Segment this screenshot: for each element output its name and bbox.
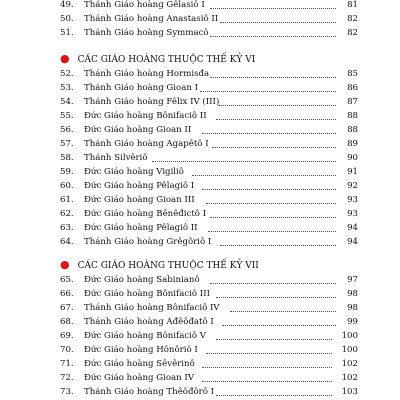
dot-leader (210, 0, 336, 9)
dot-leader (192, 163, 336, 176)
entry-title: Đức Giáo hoàng Pêlagiô II (84, 223, 198, 233)
entry-title: Đức Giáo hoàng Bônifaciô II (84, 111, 207, 121)
dot-leader (216, 383, 332, 396)
dot-leader (152, 149, 336, 162)
dot-leader (202, 355, 332, 368)
entry-page: 82 (347, 28, 358, 38)
entry-page: 98 (347, 303, 358, 313)
entry-page: 102 (341, 359, 358, 369)
dot-leader (206, 341, 332, 354)
entry-title: Thánh Giáo hoàng Symmacô (84, 28, 209, 38)
entry-title: Thánh Giáo hoàng Gioan I (84, 83, 199, 93)
dot-leader (208, 219, 336, 232)
dot-leader (200, 79, 336, 92)
toc-entry (60, 236, 358, 248)
entry-title: Đức Giáo hoàng Bônifaciô V (84, 331, 207, 341)
entry-number: 67. (60, 303, 74, 313)
toc-entry (60, 386, 358, 398)
entry-number: 66. (60, 289, 74, 299)
entry-number: 62. (60, 209, 74, 219)
entry-number: 70. (60, 345, 74, 355)
entry-title: Thánh Giáo hoàng Ađêôđatô I (84, 317, 214, 327)
entry-title: Thánh Silvêriô (84, 153, 148, 163)
entry-page: 98 (347, 289, 358, 299)
entry-title: Thánh Giáo hoàng Gêlasiô I (84, 0, 205, 10)
entry-page: 82 (347, 14, 358, 24)
section-heading (60, 258, 259, 272)
entry-number: 49. (60, 0, 74, 10)
dot-leader (212, 135, 336, 148)
dot-leader (220, 233, 336, 246)
entry-page: 86 (347, 83, 358, 93)
dot-leader (230, 299, 336, 312)
entry-page: 88 (347, 111, 358, 121)
dot-leader (202, 369, 332, 382)
entry-title: Đức Giáo hoàng Gioan III (84, 195, 195, 205)
entry-title: Thánh Giáo hoàng Hormisđa (84, 69, 210, 79)
entry-title: Đức Giáo hoàng Gioan IV (84, 373, 195, 383)
entry-page: 94 (347, 223, 358, 233)
dot-leader (206, 191, 336, 204)
section-heading-text: CÁC GIÁO HOÀNG THUỘC THẾ KỶ VI (77, 55, 256, 65)
entry-page: 87 (347, 97, 358, 107)
entry-number: 69. (60, 331, 74, 341)
dot-leader (210, 271, 336, 284)
toc-entry (60, 27, 358, 39)
entry-number: 56. (60, 125, 74, 135)
entry-page: 90 (347, 153, 358, 163)
entry-title: Thánh Giáo hoàng Anastasiô II (84, 14, 219, 24)
entry-number: 58. (60, 153, 74, 163)
entry-page: 100 (341, 331, 358, 341)
entry-number: 54. (60, 97, 74, 107)
entry-title: Đức Giáo hoàng Gioan II (84, 125, 192, 135)
entry-page: 99 (347, 317, 358, 327)
entry-title: Đức Giáo hoàng Sabinianô (84, 275, 200, 285)
dot-leader (216, 107, 336, 120)
entry-title: Thánh Giáo hoàng Grêgôriô I (84, 237, 212, 247)
dot-leader (210, 65, 336, 78)
entry-title: Đức Giáo hoàng Bênêđictô I (84, 209, 207, 219)
entry-number: 73. (60, 387, 74, 397)
entry-page: 85 (347, 69, 358, 79)
entry-page: 94 (347, 237, 358, 247)
section-heading-text: CÁC GIÁO HOÀNG THUỘC THẾ KỶ VII (77, 261, 259, 271)
entry-number: 72. (60, 373, 74, 383)
entry-number: 50. (60, 14, 74, 24)
entry-title: Đức Giáo hoàng Pêlagiô I (84, 181, 195, 191)
section-heading (60, 52, 255, 66)
entry-title: Thánh Giáo hoàng Bônifaciô IV (84, 303, 220, 313)
entry-title: Đức Giáo hoàng Vigiliô (84, 167, 184, 177)
entry-title: Thánh Giáo hoàng Fêlix IV (III) (84, 97, 220, 107)
entry-number: 55. (60, 111, 74, 121)
dot-leader (216, 327, 332, 340)
entry-page: 103 (341, 387, 358, 397)
entry-number: 53. (60, 83, 74, 93)
entry-number: 57. (60, 139, 74, 149)
entry-page: 93 (347, 195, 358, 205)
entry-page: 91 (347, 167, 358, 177)
entry-number: 68. (60, 317, 74, 327)
entry-page: 93 (347, 209, 358, 219)
bullet-icon: ● (60, 258, 70, 271)
entry-number: 71. (60, 359, 74, 369)
bullet-icon: ● (60, 52, 70, 65)
entry-number: 63. (60, 223, 74, 233)
entry-number: 52. (60, 69, 74, 79)
entry-number: 59. (60, 167, 74, 177)
entry-page: 100 (341, 345, 358, 355)
entry-number: 61. (60, 195, 74, 205)
entry-number: 51. (60, 28, 74, 38)
entry-title: Đức Giáo hoàng Hônôriô I (84, 345, 198, 355)
entry-page: 97 (347, 275, 358, 285)
entry-page: 89 (347, 139, 358, 149)
entry-title: Đức Giáo hoàng Bônifaciô III (84, 289, 210, 299)
entry-page: 88 (347, 125, 358, 135)
entry-page: 81 (347, 0, 358, 10)
dot-leader (202, 121, 336, 134)
dot-leader (216, 285, 336, 298)
entry-title: Thánh Giáo hoàng Thêôđôrô I (84, 387, 215, 397)
dot-leader (202, 177, 336, 190)
entry-number: 60. (60, 181, 74, 191)
entry-number: 64. (60, 237, 74, 247)
entry-number: 65. (60, 275, 74, 285)
entry-title: Đức Giáo hoàng Sêvêrinô (84, 359, 195, 369)
dot-leader (222, 313, 336, 326)
entry-page: 102 (341, 373, 358, 383)
dot-leader (220, 10, 336, 23)
entry-page: 92 (347, 181, 358, 191)
dot-leader (210, 205, 336, 218)
entry-title: Thánh Giáo hoàng Agapêtô I (84, 139, 209, 149)
dot-leader (210, 24, 336, 37)
dot-leader (218, 93, 336, 106)
